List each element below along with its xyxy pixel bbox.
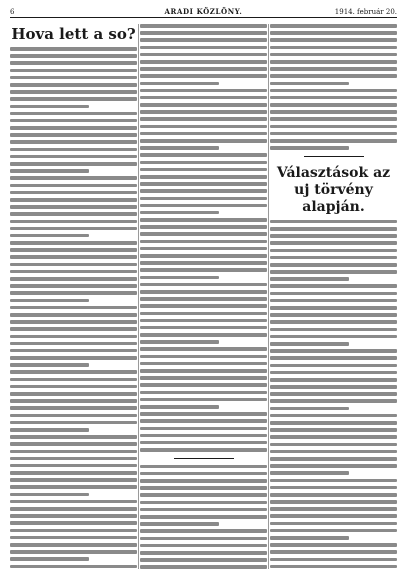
text-line-placeholder (140, 197, 267, 201)
text-line-placeholder (10, 277, 137, 281)
text-line-placeholder (10, 464, 137, 468)
text-line-placeholder (10, 565, 137, 569)
body-text-placeholder (140, 465, 267, 569)
text-line-placeholder (270, 500, 397, 504)
text-line-placeholder (10, 442, 137, 446)
text-line-placeholder (140, 168, 267, 172)
text-line-placeholder (140, 82, 219, 86)
text-line-placeholder (10, 112, 137, 116)
text-line-placeholder (10, 234, 89, 238)
text-line-placeholder (10, 414, 137, 418)
text-line-placeholder (270, 414, 397, 418)
text-line-placeholder (270, 125, 397, 129)
text-line-placeholder (140, 182, 267, 186)
text-line-placeholder (140, 537, 267, 541)
text-line-placeholder (10, 435, 137, 439)
text-line-placeholder (140, 211, 219, 215)
body-text-placeholder (140, 24, 267, 452)
text-line-placeholder (140, 96, 267, 100)
text-line-placeholder (140, 340, 219, 344)
issue-date: 1914. február 20. (334, 8, 397, 16)
body-text-placeholder (10, 47, 137, 569)
text-line-placeholder (10, 155, 137, 159)
text-line-placeholder (10, 471, 137, 475)
text-line-placeholder (10, 306, 137, 310)
text-line-placeholder (10, 119, 137, 123)
text-line-placeholder (140, 175, 267, 179)
text-line-placeholder (140, 369, 267, 373)
text-line-placeholder (10, 543, 137, 547)
text-line-placeholder (270, 550, 397, 554)
text-line-placeholder (140, 24, 267, 28)
text-line-placeholder (10, 500, 137, 504)
text-line-placeholder (10, 97, 137, 101)
text-line-placeholder (10, 54, 137, 58)
text-line-placeholder (140, 312, 267, 316)
text-line-placeholder (270, 493, 397, 497)
text-line-placeholder (270, 67, 397, 71)
text-line-placeholder (270, 103, 397, 107)
text-line-placeholder (140, 558, 267, 562)
text-line-placeholder (10, 212, 137, 216)
text-line-placeholder (140, 319, 267, 323)
text-line-placeholder (10, 69, 137, 73)
text-line-placeholder (140, 276, 219, 280)
text-line-placeholder (140, 465, 267, 469)
text-line-placeholder (10, 90, 137, 94)
text-line-placeholder (140, 493, 267, 497)
text-line-placeholder (140, 139, 267, 143)
text-line-placeholder (140, 161, 267, 165)
text-line-placeholder (270, 529, 397, 533)
text-line-placeholder (10, 126, 137, 130)
text-line-placeholder (140, 247, 267, 251)
text-line-placeholder (140, 153, 267, 157)
text-line-placeholder (140, 383, 267, 387)
text-line-placeholder (140, 146, 219, 150)
text-line-placeholder (140, 31, 267, 35)
text-line-placeholder (10, 349, 137, 353)
text-line-placeholder (270, 74, 397, 78)
text-line-placeholder (10, 342, 137, 346)
text-line-placeholder (140, 427, 267, 431)
text-line-placeholder (140, 103, 267, 107)
text-line-placeholder (270, 277, 349, 281)
text-line-placeholder (140, 89, 267, 93)
text-line-placeholder (10, 227, 137, 231)
text-line-placeholder (140, 254, 267, 258)
text-line-placeholder (140, 261, 267, 265)
text-line-placeholder (10, 370, 137, 374)
text-line-placeholder (140, 405, 219, 409)
text-line-placeholder (10, 385, 137, 389)
text-line-placeholder (140, 225, 267, 229)
text-line-placeholder (140, 326, 267, 330)
text-line-placeholder (140, 38, 267, 42)
text-line-placeholder (140, 125, 267, 129)
text-line-placeholder (270, 328, 397, 332)
text-line-placeholder (10, 220, 137, 224)
column-divider (268, 24, 269, 569)
text-line-placeholder (10, 399, 137, 403)
text-line-placeholder (270, 342, 349, 346)
text-line-placeholder (270, 399, 397, 403)
text-line-placeholder (270, 543, 397, 547)
text-line-placeholder (10, 450, 137, 454)
text-line-placeholder (270, 392, 397, 396)
text-line-placeholder (10, 335, 137, 339)
text-line-placeholder (140, 522, 219, 526)
text-line-placeholder (140, 544, 267, 548)
text-line-placeholder (10, 507, 137, 511)
text-line-placeholder (10, 363, 89, 367)
text-line-placeholder (140, 515, 267, 519)
text-line-placeholder (140, 132, 267, 136)
text-line-placeholder (270, 565, 397, 569)
text-line-placeholder (270, 428, 397, 432)
text-line-placeholder (10, 47, 137, 51)
section-rule (174, 458, 234, 459)
text-line-placeholder (270, 313, 397, 317)
text-line-placeholder (270, 364, 397, 368)
column-divider (138, 24, 139, 569)
text-line-placeholder (270, 234, 397, 238)
text-line-placeholder (270, 320, 397, 324)
text-line-placeholder (140, 412, 267, 416)
text-line-placeholder (10, 320, 137, 324)
text-line-placeholder (270, 284, 397, 288)
text-line-placeholder (140, 472, 267, 476)
text-line-placeholder (270, 356, 397, 360)
text-line-placeholder (270, 335, 397, 339)
text-line-placeholder (270, 486, 397, 490)
text-line-placeholder (10, 478, 137, 482)
text-line-placeholder (10, 392, 137, 396)
text-line-placeholder (140, 529, 267, 533)
text-line-placeholder (270, 479, 397, 483)
text-line-placeholder (10, 457, 137, 461)
text-line-placeholder (10, 514, 137, 518)
text-line-placeholder (10, 248, 137, 252)
text-line-placeholder (10, 270, 137, 274)
text-line-placeholder (140, 60, 267, 64)
text-line-placeholder (140, 46, 267, 50)
text-line-placeholder (140, 67, 267, 71)
text-line-placeholder (10, 529, 137, 533)
text-line-placeholder (140, 565, 267, 569)
text-line-placeholder (270, 292, 397, 296)
text-line-placeholder (10, 550, 137, 554)
text-line-placeholder (10, 76, 137, 80)
text-line-placeholder (10, 191, 137, 195)
text-line-placeholder (270, 536, 349, 540)
column-middle (140, 24, 267, 569)
text-line-placeholder (140, 486, 267, 490)
text-line-placeholder (140, 189, 267, 193)
text-line-placeholder (270, 110, 397, 114)
text-line-placeholder (10, 557, 89, 561)
text-line-placeholder (270, 522, 397, 526)
text-line-placeholder (10, 205, 137, 209)
text-line-placeholder (140, 347, 267, 351)
article-headline: Választások az uj törvény alapján. (276, 164, 391, 215)
text-line-placeholder (140, 419, 267, 423)
text-line-placeholder (270, 457, 397, 461)
text-line-placeholder (270, 24, 397, 28)
article-headline: Hova lett a so? (11, 25, 136, 43)
text-line-placeholder (10, 284, 137, 288)
text-line-placeholder (270, 146, 349, 150)
text-line-placeholder (10, 536, 137, 540)
text-line-placeholder (140, 74, 267, 78)
text-line-placeholder (10, 148, 137, 152)
body-text-placeholder (270, 220, 397, 569)
text-line-placeholder (10, 313, 137, 317)
text-line-placeholder (140, 240, 267, 244)
text-line-placeholder (270, 89, 397, 93)
masthead: ARADI KÖZLÖNY. (164, 7, 243, 16)
text-line-placeholder (140, 268, 267, 272)
text-line-placeholder (10, 241, 137, 245)
text-line-placeholder (10, 133, 137, 137)
text-line-placeholder (140, 218, 267, 222)
text-line-placeholder (10, 140, 137, 144)
text-line-placeholder (270, 82, 349, 86)
text-line-placeholder (10, 327, 137, 331)
text-line-placeholder (270, 421, 397, 425)
text-line-placeholder (10, 428, 89, 432)
text-line-placeholder (10, 83, 137, 87)
text-line-placeholder (10, 184, 137, 188)
page-number: 6 (10, 8, 15, 16)
text-line-placeholder (140, 290, 267, 294)
text-line-placeholder (270, 450, 397, 454)
text-line-placeholder (270, 378, 397, 382)
text-line-placeholder (140, 355, 267, 359)
text-line-placeholder (140, 441, 267, 445)
text-line-placeholder (270, 60, 397, 64)
text-line-placeholder (10, 105, 89, 109)
text-line-placeholder (10, 356, 137, 360)
text-line-placeholder (270, 241, 397, 245)
text-line-placeholder (270, 256, 397, 260)
text-line-placeholder (270, 38, 397, 42)
text-line-placeholder (140, 398, 267, 402)
text-line-placeholder (270, 31, 397, 35)
text-line-placeholder (10, 406, 137, 410)
text-line-placeholder (140, 333, 267, 337)
text-line-placeholder (140, 479, 267, 483)
text-line-placeholder (140, 376, 267, 380)
text-line-placeholder (140, 283, 267, 287)
text-line-placeholder (270, 464, 397, 468)
text-line-placeholder (140, 304, 267, 308)
text-line-placeholder (10, 176, 137, 180)
text-line-placeholder (10, 485, 137, 489)
text-line-placeholder (270, 507, 397, 511)
text-line-placeholder (270, 220, 397, 224)
text-line-placeholder (10, 378, 137, 382)
text-line-placeholder (270, 435, 397, 439)
text-line-placeholder (270, 117, 397, 121)
text-line-placeholder (140, 117, 267, 121)
text-line-placeholder (140, 110, 267, 114)
text-line-placeholder (270, 558, 397, 562)
text-line-placeholder (270, 349, 397, 353)
text-line-placeholder (270, 306, 397, 310)
text-line-placeholder (270, 96, 397, 100)
text-line-placeholder (140, 551, 267, 555)
text-line-placeholder (10, 493, 89, 497)
text-line-placeholder (270, 443, 397, 447)
text-line-placeholder (270, 263, 397, 267)
text-line-placeholder (270, 249, 397, 253)
text-line-placeholder (10, 263, 137, 267)
text-line-placeholder (270, 385, 397, 389)
text-line-placeholder (10, 255, 137, 259)
text-line-placeholder (140, 297, 267, 301)
text-line-placeholder (140, 448, 267, 452)
column-left (10, 24, 137, 569)
text-line-placeholder (10, 198, 137, 202)
column-right (270, 24, 397, 569)
text-line-placeholder (10, 421, 137, 425)
page-header (10, 6, 397, 18)
text-line-placeholder (10, 162, 137, 166)
text-line-placeholder (10, 61, 137, 65)
text-line-placeholder (270, 471, 349, 475)
text-line-placeholder (140, 391, 267, 395)
text-line-placeholder (140, 508, 267, 512)
text-line-placeholder (270, 407, 349, 411)
text-line-placeholder (140, 53, 267, 57)
text-line-placeholder (140, 232, 267, 236)
text-line-placeholder (140, 434, 267, 438)
text-line-placeholder (270, 132, 397, 136)
text-line-placeholder (270, 299, 397, 303)
text-line-placeholder (270, 227, 397, 231)
text-line-placeholder (10, 291, 137, 295)
text-line-placeholder (140, 204, 267, 208)
body-text-placeholder (270, 24, 397, 150)
text-line-placeholder (270, 139, 397, 143)
text-line-placeholder (140, 362, 267, 366)
text-line-placeholder (270, 514, 397, 518)
text-line-placeholder (10, 169, 89, 173)
text-line-placeholder (140, 501, 267, 505)
text-line-placeholder (10, 299, 89, 303)
text-line-placeholder (270, 46, 397, 50)
text-line-placeholder (10, 521, 137, 525)
text-line-placeholder (270, 270, 397, 274)
section-rule (304, 156, 364, 157)
text-line-placeholder (270, 53, 397, 57)
text-line-placeholder (270, 371, 397, 375)
